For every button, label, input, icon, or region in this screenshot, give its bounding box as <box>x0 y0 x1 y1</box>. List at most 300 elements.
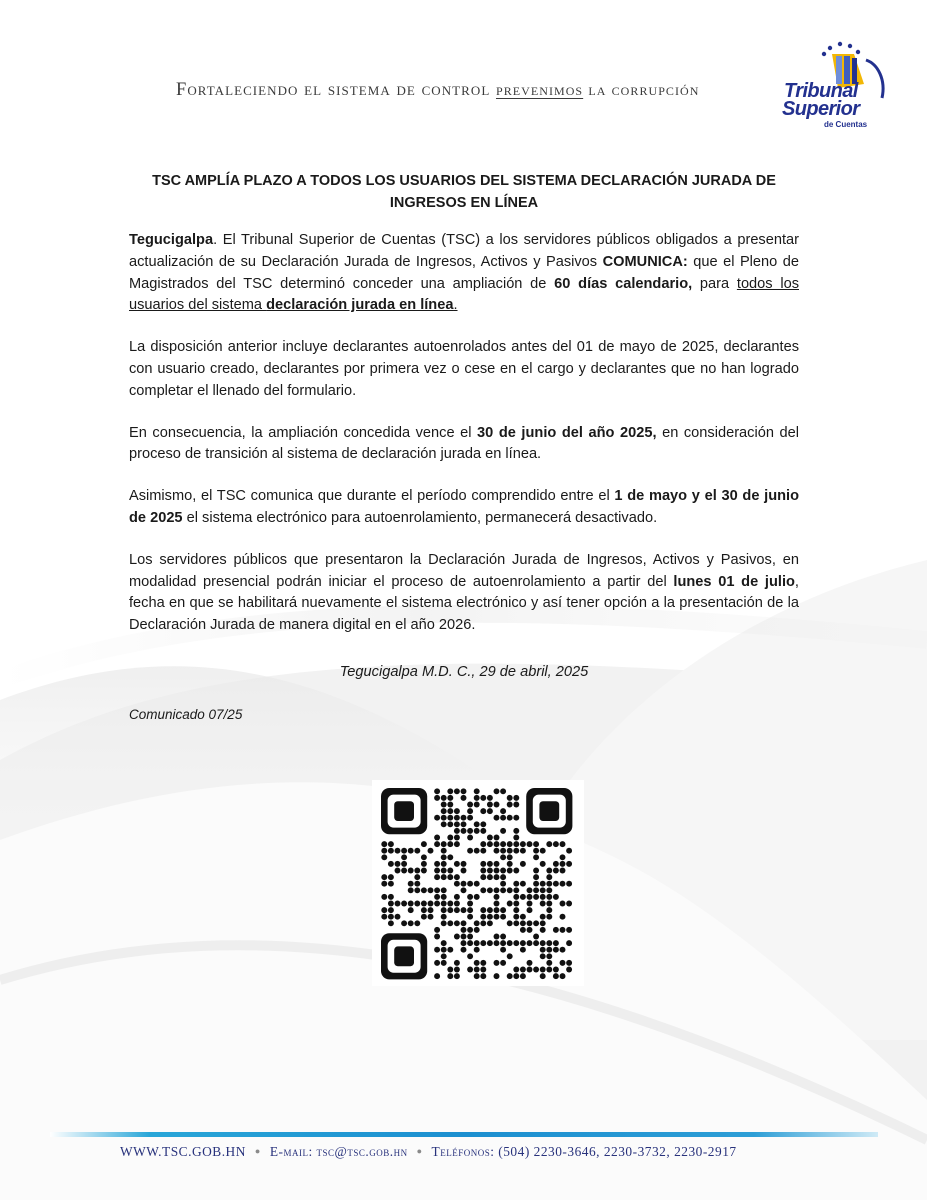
qr-module <box>395 914 401 920</box>
p1-location: Tegucigalpa <box>129 232 214 248</box>
dateline: Tegucigalpa M.D. C., 29 de abril, 2025 <box>339 663 589 680</box>
qr-module <box>494 934 500 940</box>
qr-module <box>533 868 539 874</box>
qr-module <box>441 960 447 966</box>
qr-module <box>487 841 493 847</box>
qr-module <box>441 940 447 946</box>
paragraph-3 <box>129 423 799 467</box>
p1-text1: . El Tribunal Superior de Cuentas (TSC) a los servidores públicos obligados a presentar actualización de su Declaración Jurada de Ingresos, Activos y Pasivos <box>129 232 799 270</box>
qr-module <box>494 815 500 821</box>
qr-module <box>467 914 473 920</box>
qr-module <box>461 788 467 794</box>
qr-module <box>507 953 513 959</box>
qr-module <box>414 868 420 874</box>
qr-module <box>441 914 447 920</box>
qr-module <box>546 868 552 874</box>
qr-module <box>441 920 447 926</box>
qr-module <box>447 907 453 913</box>
qr-module <box>434 887 440 893</box>
qr-module <box>480 821 486 827</box>
qr-module <box>513 940 519 946</box>
qr-module <box>513 848 519 854</box>
qr-module <box>421 907 427 913</box>
document-title: TSC AMPLÍA PLAZO A TODOS LOS USUARIOS DEL SISTEMA DECLARACIÓN JURADA DE INGRESOS EN LÍNEA <box>152 173 776 211</box>
qr-module <box>520 914 526 920</box>
qr-module <box>388 861 394 867</box>
qr-module <box>434 815 440 821</box>
qr-module <box>500 841 506 847</box>
qr-module <box>533 934 539 940</box>
qr-module <box>553 967 559 973</box>
qr-module <box>533 881 539 887</box>
qr-module <box>513 868 519 874</box>
qr-module <box>467 953 473 959</box>
qr-module <box>447 967 453 973</box>
p3-text1: En consecuencia, la ampliación concedida vence el <box>129 424 478 441</box>
qr-module <box>461 828 467 834</box>
qr-module <box>533 854 539 860</box>
qr-module <box>520 841 526 847</box>
qr-module <box>414 920 420 926</box>
qr-module <box>507 848 513 854</box>
qr-module <box>507 861 513 867</box>
qr-module <box>507 841 513 847</box>
qr-module <box>388 841 394 847</box>
qr-module <box>447 788 453 794</box>
qr-module <box>461 934 467 940</box>
paragraph-4 <box>129 486 799 530</box>
qr-module <box>447 835 453 841</box>
qr-module <box>467 927 473 933</box>
qr-module <box>454 808 460 814</box>
qr-module <box>546 960 552 966</box>
qr-module <box>395 868 401 874</box>
qr-module <box>461 815 467 821</box>
qr-module <box>421 887 427 893</box>
qr-module <box>441 953 447 959</box>
qr-module <box>467 808 473 814</box>
qr-module <box>381 907 387 913</box>
qr-module <box>401 848 407 854</box>
qr-module <box>507 802 513 808</box>
qr-module <box>540 967 546 973</box>
qr-module <box>454 901 460 907</box>
qr-module <box>500 881 506 887</box>
qr-module <box>428 914 434 920</box>
footer-contact <box>120 1144 820 1160</box>
qr-module <box>388 881 394 887</box>
qr-module <box>381 841 387 847</box>
qr-module <box>546 907 552 913</box>
header-slogan <box>176 80 699 101</box>
qr-module <box>560 960 566 966</box>
qr-module <box>434 934 440 940</box>
qr-module <box>527 940 533 946</box>
qr-module <box>421 901 427 907</box>
qr-module <box>560 881 566 887</box>
qr-module <box>507 940 513 946</box>
qr-module <box>487 802 493 808</box>
qr-module <box>494 894 500 900</box>
qr-module <box>441 848 447 854</box>
qr-module <box>447 947 453 953</box>
p1-bold1: COMUNICA: <box>602 253 688 270</box>
qr-module <box>414 848 420 854</box>
comunicado-number: Comunicado 07/25 <box>129 706 243 722</box>
qr-module <box>546 901 552 907</box>
qr-module <box>540 914 546 920</box>
qr-module <box>474 802 480 808</box>
qr-module <box>540 848 546 854</box>
qr-module <box>441 861 447 867</box>
qr-module <box>401 861 407 867</box>
p3-text2: en consideración del proceso de transición al sistema de declaración jurada en línea. <box>129 424 799 463</box>
qr-module <box>401 920 407 926</box>
qr-module <box>540 894 546 900</box>
qr-module <box>441 841 447 847</box>
qr-module <box>540 973 546 979</box>
qr-module <box>467 848 473 854</box>
qr-module <box>381 874 387 880</box>
qr-module <box>533 920 539 926</box>
qr-module <box>566 848 572 854</box>
qr-module <box>553 861 559 867</box>
qr-module <box>513 914 519 920</box>
p4-text1: Asimismo, el TSC comunica que durante el período comprendido entre el <box>129 488 615 505</box>
qr-module <box>513 894 519 900</box>
qr-module <box>546 947 552 953</box>
qr-module <box>461 887 467 893</box>
qr-module <box>513 907 519 913</box>
qr-module <box>513 901 519 907</box>
qr-code[interactable] <box>372 780 584 986</box>
qr-module <box>546 887 552 893</box>
qr-module <box>507 887 513 893</box>
qr-module <box>520 973 526 979</box>
logo-line2: Superior <box>782 98 860 120</box>
qr-module <box>474 795 480 801</box>
qr-module <box>494 874 500 880</box>
qr-module <box>480 841 486 847</box>
qr-module <box>494 861 500 867</box>
qr-module <box>447 901 453 907</box>
qr-module <box>480 887 486 893</box>
qr-module <box>447 920 453 926</box>
qr-module <box>487 808 493 814</box>
qr-module <box>494 907 500 913</box>
qr-module <box>546 953 552 959</box>
qr-module <box>540 953 546 959</box>
footer-divider <box>50 1132 878 1137</box>
qr-module <box>454 841 460 847</box>
qr-module <box>527 841 533 847</box>
qr-module <box>434 901 440 907</box>
qr-module <box>487 940 493 946</box>
qr-module <box>507 795 513 801</box>
qr-module <box>414 901 420 907</box>
qr-module <box>434 835 440 841</box>
qr-module <box>480 808 486 814</box>
qr-module <box>527 894 533 900</box>
qr-module <box>454 815 460 821</box>
qr-module <box>520 927 526 933</box>
qr-module <box>414 881 420 887</box>
qr-module <box>474 828 480 834</box>
footer-phones: Teléfonos: (504) 2230-3646, 2230-3732, 2230-2917 <box>431 1144 737 1159</box>
qr-module <box>513 973 519 979</box>
qr-module <box>474 920 480 926</box>
qr-module <box>500 788 506 794</box>
qr-module <box>434 841 440 847</box>
qr-module <box>480 874 486 880</box>
qr-module <box>527 907 533 913</box>
qr-module <box>454 960 460 966</box>
qr-module <box>421 861 427 867</box>
qr-module <box>507 901 513 907</box>
qr-module <box>507 815 513 821</box>
qr-module <box>408 868 414 874</box>
qr-module <box>454 828 460 834</box>
footer-website[interactable]: WWW.TSC.GOB.HN <box>120 1144 246 1159</box>
qr-module <box>494 960 500 966</box>
qr-module <box>513 887 519 893</box>
qr-module <box>467 901 473 907</box>
qr-module <box>507 920 513 926</box>
qr-module <box>441 802 447 808</box>
qr-module <box>454 967 460 973</box>
qr-module <box>434 947 440 953</box>
qr-module <box>566 940 572 946</box>
qr-module <box>388 901 394 907</box>
qr-module <box>494 887 500 893</box>
qr-module <box>441 901 447 907</box>
qr-module <box>461 821 467 827</box>
qr-module <box>447 868 453 874</box>
qr-module <box>428 887 434 893</box>
qr-module <box>553 841 559 847</box>
qr-module <box>553 947 559 953</box>
qr-module <box>441 815 447 821</box>
qr-module <box>454 788 460 794</box>
qr-module <box>421 841 427 847</box>
qr-module <box>540 861 546 867</box>
qr-module <box>494 973 500 979</box>
qr-module <box>560 841 566 847</box>
qr-module <box>500 815 506 821</box>
qr-module <box>467 881 473 887</box>
footer-separator-icon: ● <box>416 1146 423 1156</box>
qr-module <box>381 881 387 887</box>
qr-module <box>421 868 427 874</box>
qr-module <box>461 947 467 953</box>
qr-module <box>494 788 500 794</box>
qr-module <box>513 967 519 973</box>
p3-bold: 30 de junio del año 2025, <box>477 424 657 441</box>
qr-module <box>401 854 407 860</box>
qr-module <box>408 901 414 907</box>
qr-module <box>560 854 566 860</box>
qr-module <box>408 887 414 893</box>
p1-underlined-text: todos los usuarios del sistema <box>129 275 799 314</box>
qr-module <box>381 848 387 854</box>
qr-module <box>388 914 394 920</box>
qr-module <box>560 868 566 874</box>
qr-module <box>513 920 519 926</box>
logo-line1: Tribunal <box>784 80 858 102</box>
qr-module <box>428 848 434 854</box>
qr-module <box>408 848 414 854</box>
qr-module <box>500 828 506 834</box>
qr-module <box>480 967 486 973</box>
qr-module <box>546 967 552 973</box>
qr-module <box>434 960 440 966</box>
qr-module <box>540 881 546 887</box>
qr-module <box>546 914 552 920</box>
qr-module <box>566 901 572 907</box>
qr-module <box>513 815 519 821</box>
qr-module <box>388 894 394 900</box>
qr-module <box>454 821 460 827</box>
qr-module <box>487 914 493 920</box>
qr-module <box>434 868 440 874</box>
qr-module <box>494 848 500 854</box>
qr-module <box>507 854 513 860</box>
paragraph-2: La disposición anterior incluye declarantes autoenrolados antes del 01 de mayo de 2025, declarantes con usuario creado, declarantes por primera vez o cese en el cargo y declarantes que no han logrado completar el llenado del formulario. <box>129 339 799 399</box>
qr-module <box>388 907 394 913</box>
qr-module <box>480 848 486 854</box>
qr-module <box>454 881 460 887</box>
qr-module <box>388 848 394 854</box>
qr-module <box>494 901 500 907</box>
qr-module <box>560 927 566 933</box>
qr-finder-pattern <box>381 788 427 834</box>
qr-module <box>520 894 526 900</box>
qr-module <box>560 861 566 867</box>
tsc-logo <box>778 40 890 136</box>
qr-module <box>381 914 387 920</box>
qr-module <box>480 940 486 946</box>
qr-module <box>566 861 572 867</box>
p5-text2: , fecha en que se habilitará nuevamente el sistema electrónico y así tener opción a la presentación de la Declaración Jurada de manera digital en el año 2026. <box>129 573 799 634</box>
qr-module <box>487 868 493 874</box>
qr-module <box>454 920 460 926</box>
qr-module <box>480 795 486 801</box>
qr-module <box>520 967 526 973</box>
qr-module <box>527 927 533 933</box>
qr-module <box>533 841 539 847</box>
qr-module <box>500 848 506 854</box>
paragraph-5 <box>129 550 799 637</box>
qr-module <box>527 901 533 907</box>
qr-module <box>441 894 447 900</box>
qr-module <box>500 874 506 880</box>
qr-module <box>434 788 440 794</box>
qr-module <box>461 861 467 867</box>
qr-module <box>388 874 394 880</box>
qr-module <box>467 940 473 946</box>
qr-module <box>408 881 414 887</box>
qr-module <box>513 828 519 834</box>
slogan-underlined: prevenimos <box>495 80 584 99</box>
qr-module <box>494 868 500 874</box>
qr-module <box>421 914 427 920</box>
qr-module <box>507 868 513 874</box>
qr-module <box>474 973 480 979</box>
qr-module <box>540 940 546 946</box>
qr-module <box>480 914 486 920</box>
slogan-part2: la corrupción <box>583 80 700 99</box>
qr-module <box>441 795 447 801</box>
qr-module <box>434 973 440 979</box>
qr-module <box>487 907 493 913</box>
qr-module <box>408 920 414 926</box>
qr-module <box>500 887 506 893</box>
document-body <box>129 171 799 746</box>
qr-module <box>454 934 460 940</box>
qr-module <box>513 802 519 808</box>
qr-module <box>546 841 552 847</box>
qr-module <box>454 907 460 913</box>
qr-module <box>527 967 533 973</box>
qr-module <box>560 947 566 953</box>
qr-module <box>494 841 500 847</box>
qr-module <box>566 960 572 966</box>
qr-module <box>381 894 387 900</box>
qr-module <box>474 940 480 946</box>
qr-module <box>434 795 440 801</box>
qr-module <box>434 861 440 867</box>
qr-module <box>480 907 486 913</box>
qr-module <box>474 848 480 854</box>
qr-module <box>500 960 506 966</box>
qr-module <box>500 934 506 940</box>
qr-module <box>401 901 407 907</box>
qr-module <box>441 874 447 880</box>
qr-finder-pattern <box>381 933 427 979</box>
p1-bold-underlined: declaración jurada en línea <box>266 297 454 314</box>
qr-module <box>546 940 552 946</box>
qr-module <box>447 802 453 808</box>
qr-module <box>540 927 546 933</box>
qr-module <box>474 894 480 900</box>
footer-separator-icon: ● <box>254 1146 261 1156</box>
footer-email[interactable]: E-mail: tsc@tsc.gob.hn <box>269 1144 408 1159</box>
qr-module <box>500 868 506 874</box>
qr-module <box>546 874 552 880</box>
qr-module <box>467 934 473 940</box>
qr-module <box>441 808 447 814</box>
qr-module <box>527 887 533 893</box>
qr-module <box>480 828 486 834</box>
qr-module <box>533 887 539 893</box>
qr-module <box>507 973 513 979</box>
qr-module <box>553 973 559 979</box>
qr-module <box>388 920 394 926</box>
qr-module <box>447 821 453 827</box>
qr-module <box>500 907 506 913</box>
qr-module <box>447 874 453 880</box>
qr-module <box>474 947 480 953</box>
p1-bold2: 60 días calendario, <box>554 275 693 292</box>
qr-module <box>454 835 460 841</box>
qr-module <box>533 967 539 973</box>
qr-module <box>474 821 480 827</box>
qr-module <box>408 907 414 913</box>
qr-module <box>533 848 539 854</box>
qr-module <box>461 795 467 801</box>
qr-module <box>500 940 506 946</box>
qr-module <box>500 854 506 860</box>
